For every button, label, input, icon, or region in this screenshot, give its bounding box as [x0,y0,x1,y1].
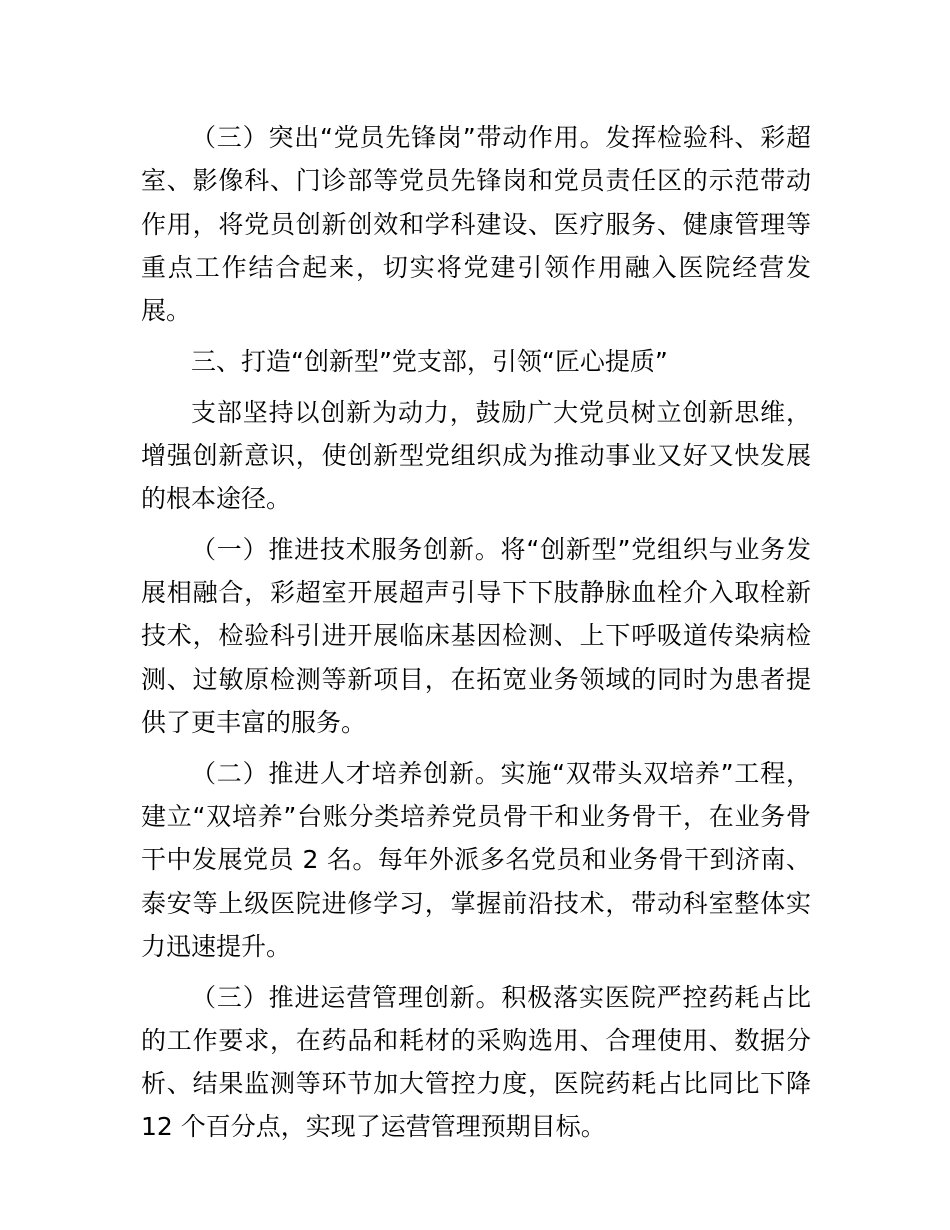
paragraph-innovation-driver: 支部坚持以创新为动力，鼓励广大党员树立创新思维，增强创新意识，使创新型党组织成为推动事业又好又快发展的根本途径。 [141,397,811,514]
paragraph-party-pioneer-post: （三）突出“党员先锋岗”带动作用。发挥检验科、彩超室、影像科、门诊部等党员先锋岗和党员责任区的示范带动作用，将党员创新创效和学科建设、医疗服务、健康管理等重点工作结合起来，切实将党建引领作用融入医院经营发展。 [141,123,811,326]
paragraph-technical-service-innovation: （一）推进技术服务创新。将“创新型”党组织与业务发展相融合，彩超室开展超声引导下下肢静脉血栓介入取栓新技术，检验科引进开展临床基因检测、上下呼吸道传染病检测、过敏原检测等新项目，在拓宽业务领域的同时为患者提供了更丰富的服务。 [141,534,811,738]
paragraph-operation-management-innovation: （三）推进运营管理创新。积极落实医院严控药耗占比的工作要求，在药品和耗材的采购选用、合理使用、数据分析、结果监测等环节加大管控力度，医院药耗占比同比下降 12 个百分点，实现了运营管理预期目标。 [141,982,811,1142]
section-heading-innovative-branch: 三、打造“创新型”党支部，引领“匠心提质” [191,346,668,376]
document-body [141,116,811,1156]
paragraph-talent-training-innovation: （二）推进人才培养创新。实施“双带头双培养”工程，建立“双培养”台账分类培养党员骨干和业务骨干，在业务骨干中发展党员 2 名。每年外派多名党员和业务骨干到济南、泰安等上级医院进修学习，掌握前沿技术，带动科室整体实力迅速提升。 [141,758,811,961]
